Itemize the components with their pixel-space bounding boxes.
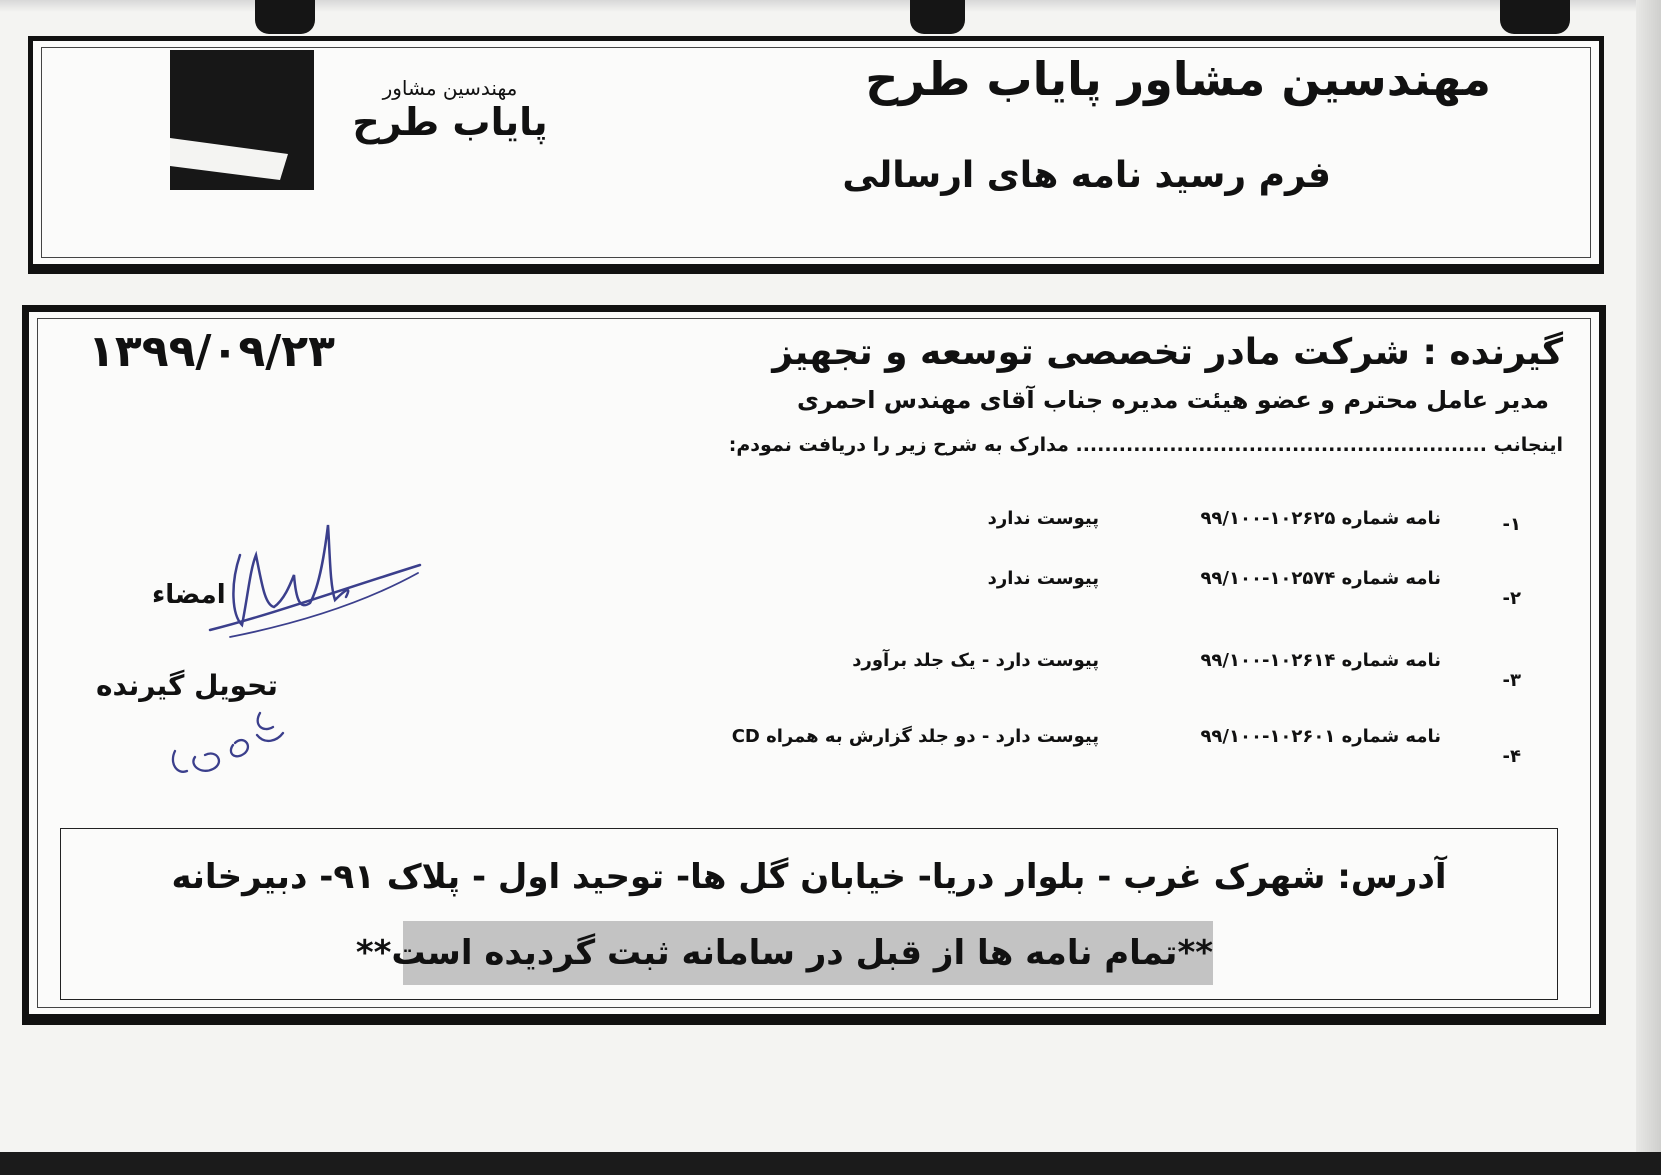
company-logo-icon [170, 50, 314, 190]
item-number: ۴- [1502, 746, 1521, 767]
item-attachment: پیوست ندارد [987, 508, 1099, 529]
recipient-line: گیرنده : شرکت مادر تخصصی توسعه و تجهیز [772, 332, 1563, 373]
binder-hole [255, 0, 315, 34]
signature-label: امضاء [152, 580, 226, 610]
item-letter-number: نامه شماره ۱۰۲۶۰۱-۹۹/۱۰۰ [1200, 726, 1441, 747]
item-attachment: پیوست ندارد [987, 568, 1099, 589]
logo-subtitle: مهندسین مشاور [382, 76, 518, 100]
binder-hole [910, 0, 965, 34]
item-attachment: پیوست دارد - دو جلد گزارش به همراه CD [731, 726, 1099, 747]
deliver-label: تحویل گیرنده [96, 669, 278, 702]
letter-date: ۱۳۹۹/۰۹/۲۳ [88, 326, 335, 377]
scan-edge-top [0, 0, 1661, 12]
logo-wordmark [330, 76, 570, 144]
scan-edge-bottom [0, 1152, 1661, 1175]
item-number: ۳- [1502, 670, 1521, 691]
item-letter-number: نامه شماره ۱۰۲۶۲۵-۹۹/۱۰۰ [1200, 508, 1441, 529]
item-number: ۲- [1502, 588, 1521, 609]
binder-hole [1500, 0, 1570, 34]
logo-name: پایاب طرح [352, 100, 548, 144]
receiver-handwritten-name [165, 705, 305, 789]
item-attachment: پیوست دارد - یک جلد برآورد [852, 650, 1099, 671]
item-number: ۱- [1502, 514, 1521, 535]
company-title: مهندسین مشاور پایاب طرح [865, 52, 1491, 106]
signature-scribble [170, 515, 430, 649]
form-title: فرم رسید نامه های ارسالی [842, 155, 1331, 196]
item-letter-number: نامه شماره ۱۰۲۵۷۴-۹۹/۱۰۰ [1200, 568, 1441, 589]
address-box [60, 828, 1558, 1000]
notice-banner: **تمام نامه ها از قبل در سامانه ثبت گردیده است** [403, 921, 1213, 985]
item-letter-number: نامه شماره ۱۰۲۶۱۴-۹۹/۱۰۰ [1200, 650, 1441, 671]
addressee-line: مدیر عامل محترم و عضو هیئت مدیره جناب آقای مهندس احمری [796, 386, 1549, 414]
address-text: آدرس: شهرک غرب - بلوار دریا- خیابان گل ها- توحید اول - پلاک ۹۱- دبیرخانه [171, 857, 1447, 897]
receipt-statement: اینجانب ......................................................... مدارک به شرح زیر را دریافت نمودم: [728, 434, 1563, 456]
